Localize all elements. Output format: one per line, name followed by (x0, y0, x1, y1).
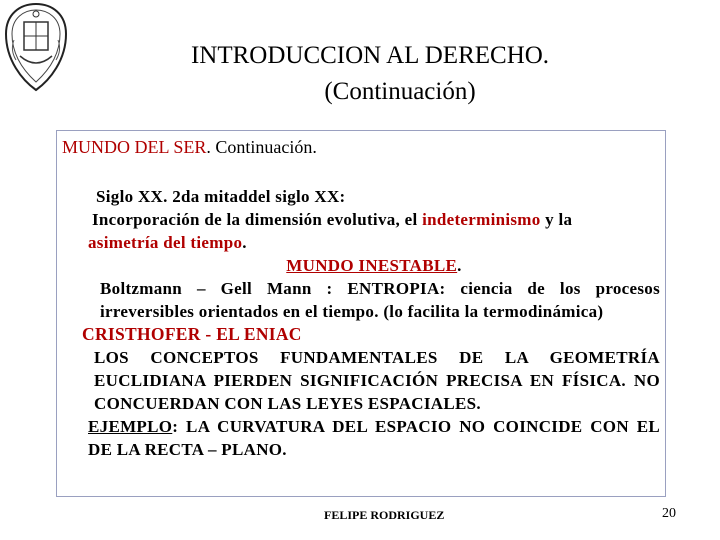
ejemplo-paragraph (88, 415, 660, 461)
page-number: 20 (662, 506, 676, 521)
ejemplo-label: EJEMPLO (88, 417, 173, 436)
title-line-2: (Continuación) (324, 78, 476, 105)
indeterminismo-text: indeterminismo (422, 210, 541, 229)
footer-author: FELIPE RODRIGUEZ (324, 508, 445, 522)
boltzmann-paragraph: Boltzmann – Gell Mann : ENTROPIA: ciencia de los procesos irreversibles orientados en el tiempo. (lo facilita la termodinámica) (100, 279, 660, 321)
asimetria-text: asimetría del tiempo (88, 233, 243, 252)
slide-title (120, 38, 620, 110)
mundo-inestable-dot: . (457, 256, 462, 275)
y-la-text: y la (540, 210, 573, 229)
title-line-1: INTRODUCCION AL DERECHO. (190, 42, 550, 69)
body-line-asimetria (88, 231, 660, 254)
body-line-incorporacion (88, 208, 660, 231)
mundo-inestable (88, 254, 660, 277)
heading-red-part: MUNDO DEL SER (62, 137, 207, 157)
concepts-paragraph: LOS CONCEPTOS FUNDAMENTALES DE LA GEOMETRÍA EUCLIDIANA PIERDEN SIGNIFICACIÓN PRECISA EN FÍSICA. NO CONCUERDAN CON LAS LEYES ESPACIALES. (94, 348, 660, 413)
university-seal-icon (2, 0, 70, 94)
section-heading (62, 136, 317, 158)
body-line-siglo: Siglo XX. 2da mitaddel siglo XX: (96, 187, 346, 206)
body-block (82, 185, 660, 461)
ejemplo-text: : LA CURVATURA DEL ESPACIO NO COINCIDE CON EL DE LA RECTA – PLANO. (88, 417, 660, 459)
asimetria-dot: . (242, 233, 247, 252)
mundo-inestable-text: MUNDO INESTABLE (286, 256, 458, 275)
incorporacion-text: Incorporación de la dimensión evolutiva, el (92, 210, 423, 229)
cristhofer-line: CRISTHOFER - EL ENIAC (82, 324, 302, 344)
heading-rest: . Continuación. (206, 137, 317, 157)
